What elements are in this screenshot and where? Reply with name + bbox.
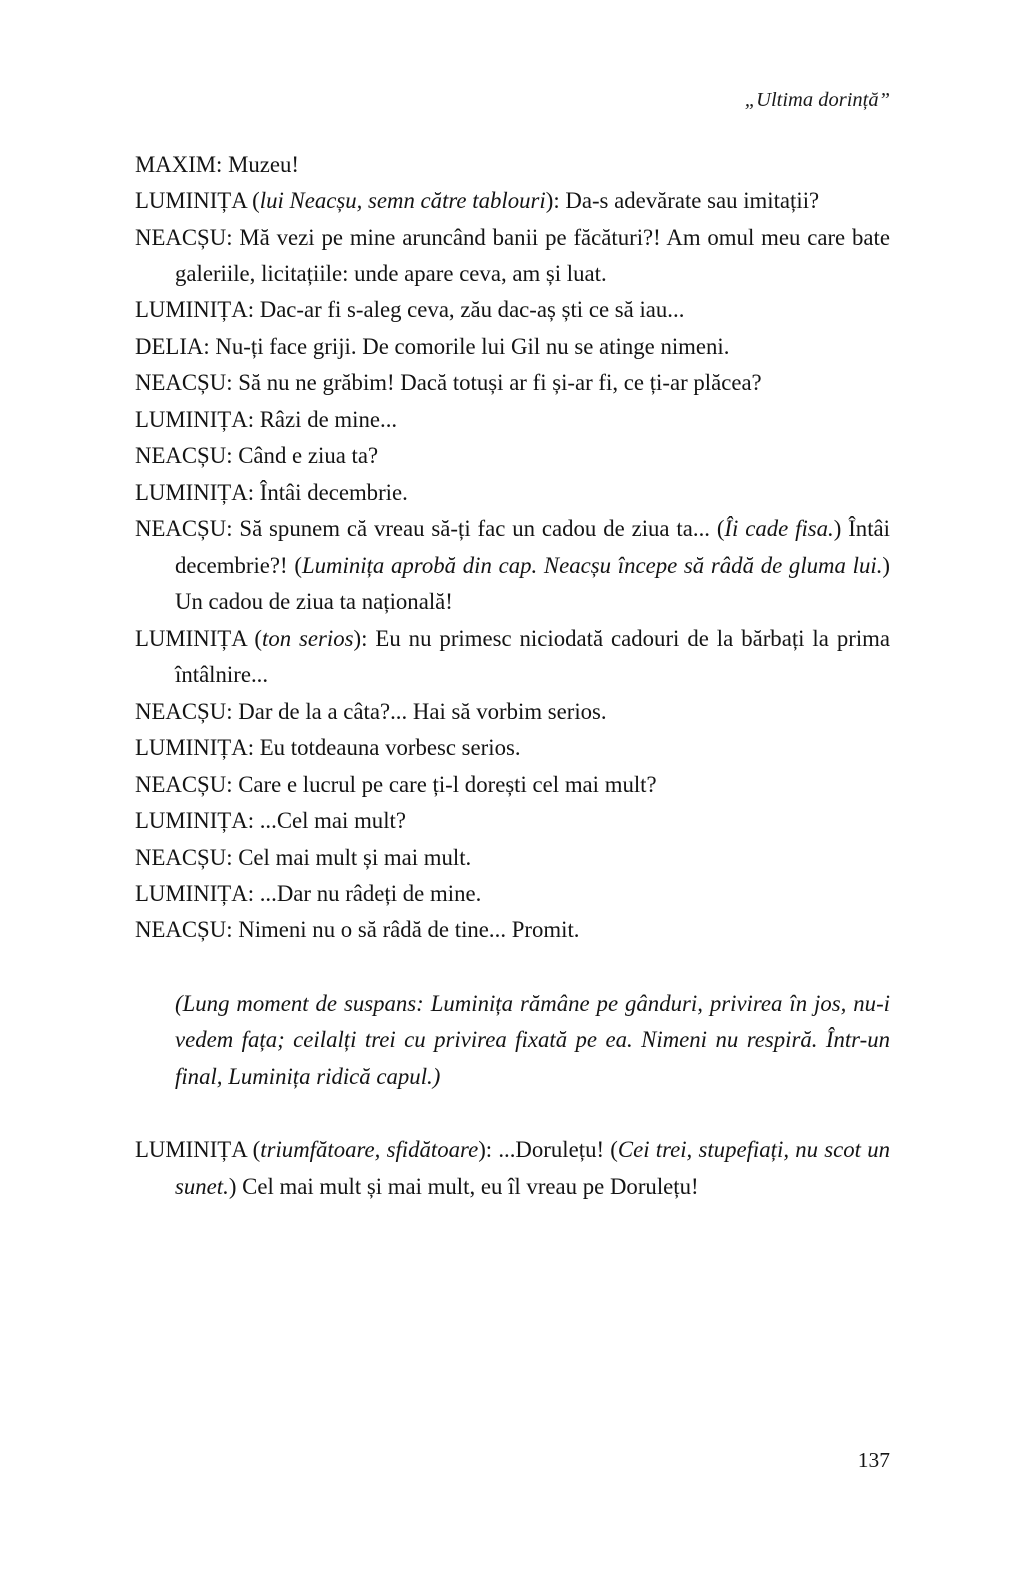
dialogue-text: ): ...Dorulețu! (	[478, 1137, 618, 1163]
dialogue-text: NEACȘU: Cel mai mult și mai mult.	[135, 844, 472, 870]
dialogue-text: LUMINIȚA (	[135, 188, 260, 214]
dialogue-text: LUMINIȚA: Eu totdeauna vorbesc serios.	[135, 735, 521, 761]
dialogue-text: LUMINIȚA: ...Cel mai mult?	[135, 808, 406, 834]
dialogue-line	[135, 803, 890, 839]
dialogue-text: DELIA: Nu-ți face griji. De comorile lui Gil nu se atinge nimeni.	[135, 333, 730, 359]
dialogue-text: LUMINIȚA: Râzi de mine...	[135, 406, 398, 432]
dialogue-line	[135, 621, 890, 694]
stage-direction	[175, 986, 890, 1095]
dialogue-line	[135, 183, 890, 219]
dialogue-line	[135, 220, 890, 293]
dialogue-text: MAXIM: Muzeu!	[135, 151, 299, 177]
dialogue-line	[135, 840, 890, 876]
dialogue-line	[135, 475, 890, 511]
dialogue-text: LUMINIȚA (	[135, 1137, 261, 1163]
dialogue-text: ) Întâi decembrie?! (	[175, 516, 890, 578]
stage-note-text: triumfătoare, sfidătoare	[260, 1137, 479, 1163]
dialogue-text: LUMINIȚA (	[135, 625, 262, 651]
dialogue-text: NEACȘU: Dar de la a câta?... Hai să vorbim serios.	[135, 698, 607, 724]
dialogue-line	[135, 694, 890, 730]
stage-note-text: lui Neacșu, semn către tablouri	[259, 188, 546, 214]
dialogue-line	[135, 767, 890, 803]
dialogue-text: ): Da-s adevărate sau imitații?	[545, 188, 820, 214]
stage-note-text: Cei trei, stupefiați, nu scot un sunet.	[175, 1137, 890, 1199]
stage-note-text: Îi cade fisa.	[724, 516, 834, 542]
stage-note-text: Luminița aprobă din cap. Neacșu începe să râdă de gluma lui.	[301, 552, 883, 578]
dialogue-text: NEACȘU: Să nu ne grăbim! Dacă totuși ar fi și-ar fi, ce ți-ar plăcea?	[135, 370, 762, 396]
dialogue-block	[135, 147, 890, 1206]
stage-note-text: (Lung moment de suspans: Luminița rămâne pe gânduri, privirea în jos, nu-i vedem fața; ceilalți trei cu privirea fixată pe ea. Nimeni nu respiră. Într-un final, Luminița ridică capul.)	[175, 990, 890, 1089]
dialogue-text: ) Un cadou de ziua ta națională!	[175, 552, 890, 615]
dialogue-line	[135, 876, 890, 912]
dialogue-text: LUMINIȚA: ...Dar nu râdeți de mine.	[135, 880, 482, 906]
dialogue-text: NEACȘU: Să spunem că vreau să-ți fac un cadou de ziua ta... (	[135, 516, 725, 542]
dialogue-text: LUMINIȚA: Întâi decembrie.	[135, 479, 408, 505]
dialogue-text: NEACȘU: Mă vezi pe mine aruncând banii pe făcături?! Am omul meu care bate galeriile, licitațiile: unde apare ceva, am și luat.	[135, 224, 890, 286]
dialogue-line	[135, 511, 890, 620]
dialogue-text: LUMINIȚA: Dac-ar fi s-aleg ceva, zău dac-aș ști ce să iau...	[135, 297, 685, 323]
dialogue-text: ) Cel mai mult și mai mult, eu îl vreau pe Dorulețu!	[228, 1173, 699, 1199]
dialogue-line	[135, 1132, 890, 1205]
dialogue-text: ): Eu nu primesc niciodată cadouri de la bărbați la prima întâlnire...	[175, 625, 891, 688]
dialogue-line	[135, 365, 890, 401]
dialogue-text: NEACȘU: Nimeni nu o să râdă de tine... Promit.	[135, 917, 580, 943]
dialogue-line	[135, 292, 890, 328]
dialogue-line	[135, 912, 890, 948]
stage-note-text: ton serios	[261, 625, 354, 651]
dialogue-line	[135, 329, 890, 365]
dialogue-line	[135, 402, 890, 438]
page-number: 137	[857, 1448, 890, 1472]
running-header: „Ultima dorință”	[744, 89, 890, 111]
dialogue-text: NEACȘU: Care e lucrul pe care ți-l dorești cel mai mult?	[135, 771, 657, 797]
dialogue-line	[135, 438, 890, 474]
dialogue-text: NEACȘU: Când e ziua ta?	[135, 443, 379, 469]
dialogue-line	[135, 730, 890, 766]
dialogue-line	[135, 147, 890, 183]
